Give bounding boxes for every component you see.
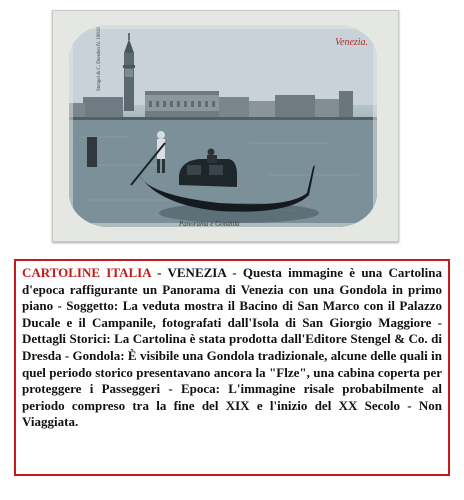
description-box xyxy=(14,259,450,476)
postcard-title: Venezia. xyxy=(335,37,369,48)
venice-scene xyxy=(69,25,377,227)
postcard xyxy=(52,10,399,242)
brand-name: CARTOLINE ITALIA xyxy=(22,265,151,280)
brand-separator: - xyxy=(150,265,168,280)
description-body: - Questa immagine è una Cartolina d'epoca raffigurante un Panorama di Venezia con una Gondola in primo piano - Soggetto: La veduta mostra il Bacino di San Marco con il Palazzo Ducale e il Campanile, fotografati dall'Isola di San Giorgio Maggiore - Dettagli Storici: La Cartolina è stata prodotta dall'Editore Stengel & Co. di Dresda - Gondola: È visibile una Gondola tradizionale, alcune delle quali in quel periodo storico presentavano ancora la "Flze", una cabina coperta per proteggere i Passeggeri - Epoca: L'immagine risale probabilmente al periodo compreso tra la fine del XIX e l'inizio del XX Secolo - Non Viaggiata. xyxy=(22,265,442,430)
city-name: VENEZIA xyxy=(167,265,227,280)
postcard-caption: Panorama e Gondola xyxy=(179,220,240,228)
postcard-photo xyxy=(69,25,377,227)
postcard-publisher: Stengel & C. Dresden N. 19819 xyxy=(97,27,102,91)
